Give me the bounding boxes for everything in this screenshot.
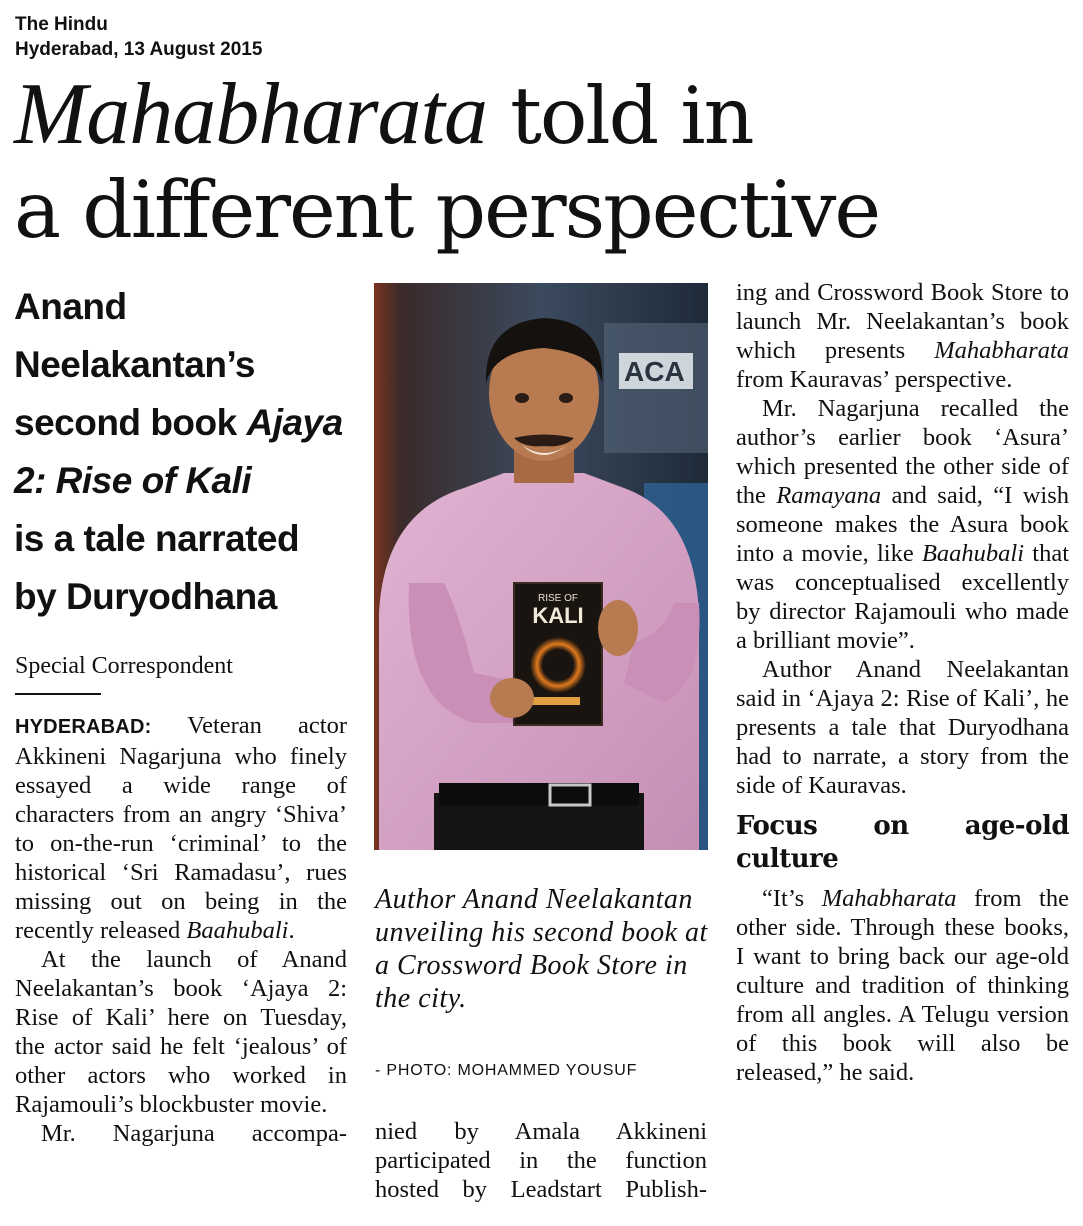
- book-cover-ring: [530, 637, 586, 693]
- photo-sign-text: ACA: [624, 356, 685, 387]
- article-column-1: [15, 711, 347, 1148]
- paragraph: [736, 394, 1069, 655]
- paragraph-text: .: [288, 917, 295, 944]
- headline-line2: a different perspective: [14, 164, 880, 256]
- standfirst-line: by Duryodhana: [14, 576, 277, 617]
- paragraph: Mr. Nagarjuna accompa-: [41, 1120, 347, 1147]
- headline-line1: told in: [487, 70, 753, 162]
- article-photo: [374, 283, 708, 850]
- paragraph-text: Veteran actor Akkineni Nagarjuna who finely essayed a wide range of characters from an angry ‘Shiva’ to on-the-run ‘criminal’ to the historical ‘Sri Ramadasu’, rues missing out on being in the recently released: [15, 712, 347, 944]
- author-belt: [439, 783, 639, 805]
- author-photo-illustration: [374, 283, 708, 850]
- standfirst-book-title: 2: Rise of Kali: [14, 460, 252, 501]
- article-column-2: [375, 1117, 707, 1204]
- author-right-hand: [598, 600, 638, 656]
- standfirst-book-title: Ajaya: [246, 402, 343, 443]
- book-title-top: RISE OF: [537, 593, 579, 604]
- standfirst-text: second book: [14, 402, 247, 443]
- paragraph-italic: Mahabharata: [821, 885, 957, 912]
- byline: Special Correspondent: [15, 653, 233, 679]
- paragraph: [736, 884, 1069, 1087]
- author-eye-right: [559, 393, 573, 403]
- author-left-hand: [490, 678, 534, 718]
- dateline: HYDERABAD:: [15, 716, 152, 738]
- paragraph-italic: Ramayana: [776, 482, 882, 509]
- byline-divider: [15, 693, 101, 695]
- headline: [14, 68, 879, 257]
- edition-date: Hyderabad, 13 August 2015: [15, 39, 263, 60]
- standfirst: [14, 278, 354, 626]
- book-title: KALI: [532, 603, 584, 628]
- standfirst-line: Neelakantan’s: [14, 344, 255, 385]
- paragraph-text: from the other side. Through these books, I want to bring back our age-old culture and tradition of thinking from all angles. A Telugu version of this book will also be released,” he said.: [736, 885, 1069, 1086]
- paragraph-text: ing and Crossword Book Store to launch Mr. Neelakantan’s book which presents: [736, 279, 1069, 364]
- subheading: Focus on age-old culture: [736, 811, 1069, 874]
- paragraph: Author Anand Neelakantan said in ‘Ajaya 2: Rise of Kali’, he presents a tale that Duryodhana had to narrate, a story from the side of Kauravas.: [736, 656, 1069, 799]
- publication-name: The Hindu: [15, 14, 108, 35]
- paragraph-text: from Kauravas’ perspective.: [736, 366, 1013, 393]
- paragraph-text: and said, “I wish someone makes the Asura book into a movie, like: [736, 482, 1069, 567]
- standfirst-line: is a tale narrated: [14, 518, 300, 559]
- paragraph: [736, 278, 1069, 394]
- photo-credit: - PHOTO: MOHAMMED YOUSUF: [375, 1062, 638, 1079]
- paragraph-text: Mr. Nagarjuna recalled the author’s earlier book ‘Asura’ which presented the other side of the: [736, 395, 1069, 509]
- paragraph-italic: Baahubali: [186, 917, 289, 944]
- standfirst-line: [14, 394, 354, 452]
- paragraph-italic: Baahubali: [921, 540, 1025, 567]
- paragraph-text: “It’s: [762, 885, 822, 912]
- standfirst-line: Anand: [14, 286, 127, 327]
- headline-italic: Mahabharata: [14, 66, 487, 163]
- paragraph: [15, 711, 347, 945]
- paragraph: nied by Amala Akkineni participated in the function hosted by Leadstart Publish-: [375, 1118, 707, 1203]
- photo-caption: Author Anand Neelakantan unveiling his second book at a Crossword Book Store in the city.: [375, 884, 708, 1014]
- standfirst-line: [14, 452, 354, 510]
- paragraph-text: that was conceptualised excellently by director Rajamouli who made a brilliant movie”.: [736, 540, 1069, 654]
- paragraph-italic: Mahabharata: [934, 337, 1069, 364]
- source-block: [15, 12, 262, 62]
- article-column-3: [736, 278, 1069, 1087]
- paragraph: At the launch of Anand Neelakantan’s book ‘Ajaya 2: Rise of Kali’ here on Tuesday, the actor said he felt ‘jealous’ of other actors who worked in Rajamouli’s blockbuster movie.: [15, 946, 347, 1118]
- author-eye-left: [515, 393, 529, 403]
